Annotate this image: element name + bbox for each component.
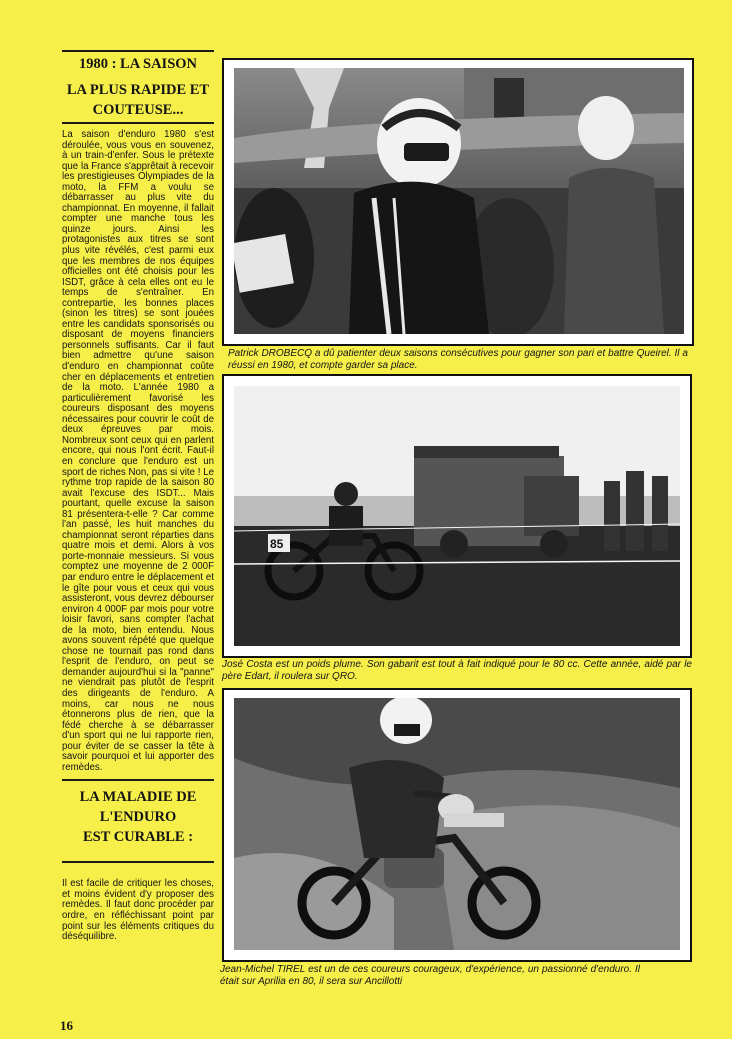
heading-rule-bottom [62, 122, 214, 124]
section2-heading-line: L'ENDURO [99, 809, 177, 826]
section2-rule-bottom [62, 861, 214, 863]
photo2-caption: José Costa est un poids plume. Son gabarit est tout à fait indiqué pour le 80 cc. Cette année, aidé par le père Edart, il roulera sur QRO. [222, 659, 692, 682]
section1-body: La saison d'enduro 1980 s'est déroulée, vous vous en souvenez, à un train-d'enfer. Sous le prétexte que la France s'apprêtait à recevoir les prestigieuses Olympiades de la moto, la FFM a voulu se débarrasser au plus vite du championnat. En moyenne, il fallait compter une manche tous les quinze jours. Ainsi les protagonistes aux titres se sont plus vite révélés, c'est parmi eux que les membres de nos équipes officielles ont été choisis pour les ISDT, grâce à cela elles ont eu le temps de s'entraîner. En contrepartie, les bonnes places (sinon les titres) se sont jouées entre les candidats sponsorisés ou disposant de moyens financiers personnels suffisants. Car il faut bien admettre qu'une saison d'enduro en championnat coûte cher en déplacements et entretien de la moto. L'année 1980 a particulièrement favorisé les coureurs disposant des moyens nécessaires pour couvrir le coût de deux épreuves par mois. Nombreux sont ceux qui en parlent encore, qui nous l'ont écrit. Faut-il en conclure que l'enduro est un sport de riches Non, pas si vite ! Le rythme trop rapide de la saison 80 avait l'excuse des ISDT... Mais pourtant, quelle excuse la saison 81 présentera-t-elle ? Car comme l'an passé, les huit manches du championnat seront réparties dans quatre mois et demi. Alors à vos porte-monnaie messieurs. Si vous comptez une moyenne de 2 000F par enduro entre le déplacement et le gîte pour vous et ceux qui vous assisteront, vous devrez débourser environ 4 000F par mois pour votre loisir favori, sans compter l'achat de la moto, bien entendu. Nous avons souvent répété que quelque chose ne tournait pas rond dans l'esprit de l'enduro, on peut se demander aujourd'hui si la "panne" ne viendrait pas plutôt de l'esprit des dirigeants de l'enduro. A moins, car nous ne nous étonnerons plus de rien, que la fédé cherche à se débarrasser d'un sport qui ne lui rapporte rien, pour éviter de se casser la tête à savoir pourquoi et lui apporter des remèdes. [62, 129, 214, 773]
photo-tirel [234, 698, 680, 950]
section2-heading-line: EST CURABLE : [82, 829, 194, 846]
section1-heading-line: COUTEUSE... [92, 102, 184, 118]
photo-drobecq [234, 68, 684, 334]
section1-heading-line: LA PLUS RAPIDE ET [66, 82, 210, 98]
section2-heading [62, 787, 214, 847]
photo-costa [234, 386, 680, 646]
section1-heading-line: 1980 : LA SAISON [78, 56, 198, 72]
bike-number-plate: 85 [270, 537, 284, 551]
section2-body: Il est facile de critiquer les choses, et moins évident d'y proposer des remèdes. Il faut donc procéder par ordre, en réfléchissant point par point sur les éléments critiques du déséquilibre. [62, 878, 214, 943]
left-column [62, 50, 214, 943]
section2-heading-line: LA MALADIE DE [79, 789, 197, 806]
photo3-caption: Jean-Michel TIREL est un de ces coureurs courageux, d'expérience, un passionné d'enduro. Il était sur Aprilia en 80, il sera sur Ancillotti [220, 964, 640, 987]
heading-rule-top [62, 50, 214, 52]
photo1-caption: Patrick DROBECQ a dû patienter deux saisons consécutives pour gagner son pari et battre Queirel. Il a réussi en 1980, et compte garder sa place. [228, 348, 688, 371]
page-number: 16 [60, 1018, 73, 1033]
section1-heading [62, 54, 214, 120]
section2-rule-top [62, 779, 214, 781]
